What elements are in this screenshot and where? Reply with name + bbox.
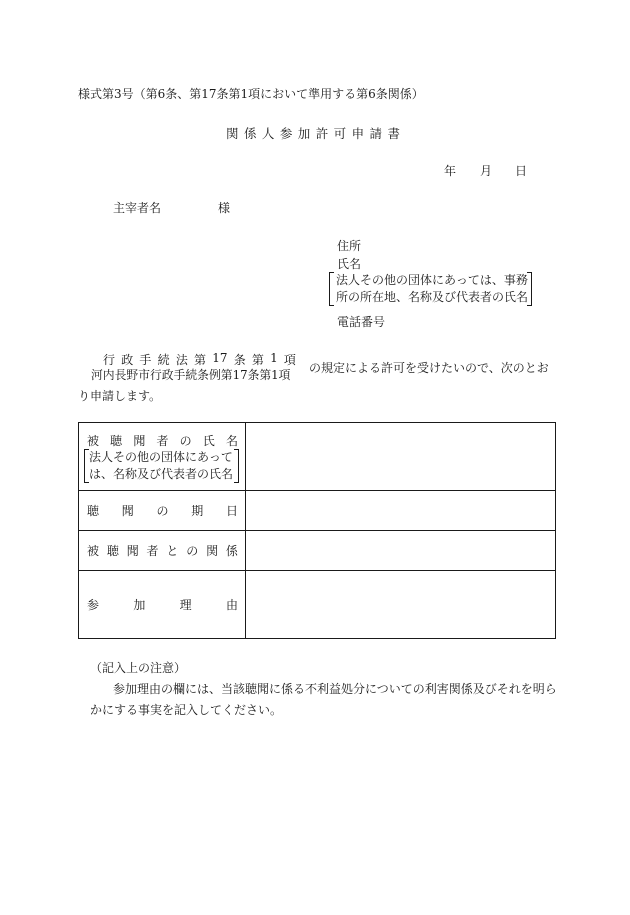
law1-char: 行 xyxy=(103,353,116,367)
subject-name-input-cell[interactable] xyxy=(246,423,556,491)
relationship-label-cell xyxy=(79,531,246,571)
applicant-org-note-line1: 法人その他の団体にあっては、事務 xyxy=(336,273,528,287)
title-char: 許 xyxy=(315,126,329,141)
relationship-input-cell[interactable] xyxy=(246,531,556,571)
statement-law2: 河内長野市行政手続条例第17条第1項 xyxy=(91,368,291,382)
title-char: 参 xyxy=(279,126,293,141)
participation-reason-label-cell xyxy=(79,571,246,639)
law1-char: 法 xyxy=(175,353,188,367)
subject-org-note xyxy=(84,449,239,483)
table-row-hearing-date xyxy=(79,491,556,531)
date-day-label: 日 xyxy=(515,164,528,178)
hearing-date-input-cell[interactable] xyxy=(246,491,556,531)
title-char: 申 xyxy=(351,126,365,141)
label-char: 名 xyxy=(225,434,238,448)
title-char: 関 xyxy=(226,126,239,141)
label-char: 加 xyxy=(133,598,146,612)
law1-char: 1 xyxy=(270,351,278,365)
subject-org-note-line2: は、名称及び代表者の氏名 xyxy=(89,467,234,481)
title-char: 請 xyxy=(369,126,383,141)
label-char: 被 xyxy=(87,434,100,448)
title-char: 人 xyxy=(261,126,275,141)
hearing-date-label-cell xyxy=(79,491,246,531)
participation-reason-label xyxy=(87,596,238,613)
label-char: 聞 xyxy=(126,544,139,558)
label-char: 参 xyxy=(87,598,100,612)
law1-char: 第 xyxy=(251,353,264,367)
participation-reason-input-cell[interactable] xyxy=(246,571,556,639)
law1-char: 政 xyxy=(121,353,134,367)
law1-char: 続 xyxy=(157,353,170,367)
label-char: 被 xyxy=(87,544,100,558)
title-char: 書 xyxy=(387,126,400,141)
law1-char: 条 xyxy=(233,353,246,367)
title-char: 可 xyxy=(333,126,347,141)
application-table xyxy=(78,422,556,639)
subject-name-label xyxy=(87,432,238,449)
table-row-subject-name xyxy=(79,423,556,491)
applicant-phone-label: 電話番号 xyxy=(337,315,386,329)
label-char: と xyxy=(166,544,179,558)
subject-org-note-line1: 法人その他の団体にあって xyxy=(89,450,233,464)
law1-char: 項 xyxy=(283,353,296,367)
label-char: 理 xyxy=(179,598,192,612)
statement-continuation: の規定による許可を受けたいので、次のとお xyxy=(309,361,549,375)
subject-name-label-cell xyxy=(79,423,246,491)
notes-line2: かにする事実を記入してください。 xyxy=(90,703,283,717)
law1-char: 手 xyxy=(139,353,152,367)
label-char: 係 xyxy=(225,544,238,558)
title-char: 加 xyxy=(297,126,311,141)
applicant-name-label: 氏名 xyxy=(337,257,362,271)
title-char: 係 xyxy=(243,126,257,141)
law1-char: 第 xyxy=(194,353,207,367)
date-year-label: 年 xyxy=(444,164,457,178)
table-row-relationship xyxy=(79,531,556,571)
applicant-address-label: 住所 xyxy=(337,239,362,253)
label-char: 聴 xyxy=(110,434,123,448)
addressee-honorific: 様 xyxy=(218,201,231,215)
label-char: 者 xyxy=(156,434,169,448)
label-char: 氏 xyxy=(202,434,215,448)
relationship-label xyxy=(87,542,238,559)
applicant-org-note xyxy=(329,272,532,306)
date-month-label: 月 xyxy=(480,164,493,178)
statement-last-line: り申請します。 xyxy=(78,389,162,403)
law1-char: 17 xyxy=(212,351,228,365)
label-char: 聴 xyxy=(106,544,119,558)
label-char: 者 xyxy=(146,544,159,558)
label-char: の xyxy=(156,504,169,518)
label-char: 由 xyxy=(225,598,238,612)
label-char: の xyxy=(186,544,199,558)
document-title xyxy=(226,124,400,142)
applicant-org-note-line2: 所の所在地、名称及び代表者の氏名 xyxy=(336,290,529,304)
notes-line1: 参加理由の欄には、当該聴聞に係る不利益処分についての利害関係及びそれを明ら xyxy=(113,682,557,696)
label-char: の xyxy=(179,434,192,448)
label-char: 聞 xyxy=(121,504,134,518)
addressee-label: 主宰者名 xyxy=(113,201,162,215)
label-char: 関 xyxy=(206,544,219,558)
label-char: 日 xyxy=(225,504,238,518)
table-row-participation-reason xyxy=(79,571,556,639)
label-char: 期 xyxy=(191,504,204,518)
form-reference: 様式第3号（第6条、第17条第1項において準用する第6条関係） xyxy=(78,87,424,101)
hearing-date-label xyxy=(87,502,238,519)
label-char: 聞 xyxy=(133,434,146,448)
notes-heading: （記入上の注意） xyxy=(90,661,187,675)
label-char: 聴 xyxy=(87,504,100,518)
